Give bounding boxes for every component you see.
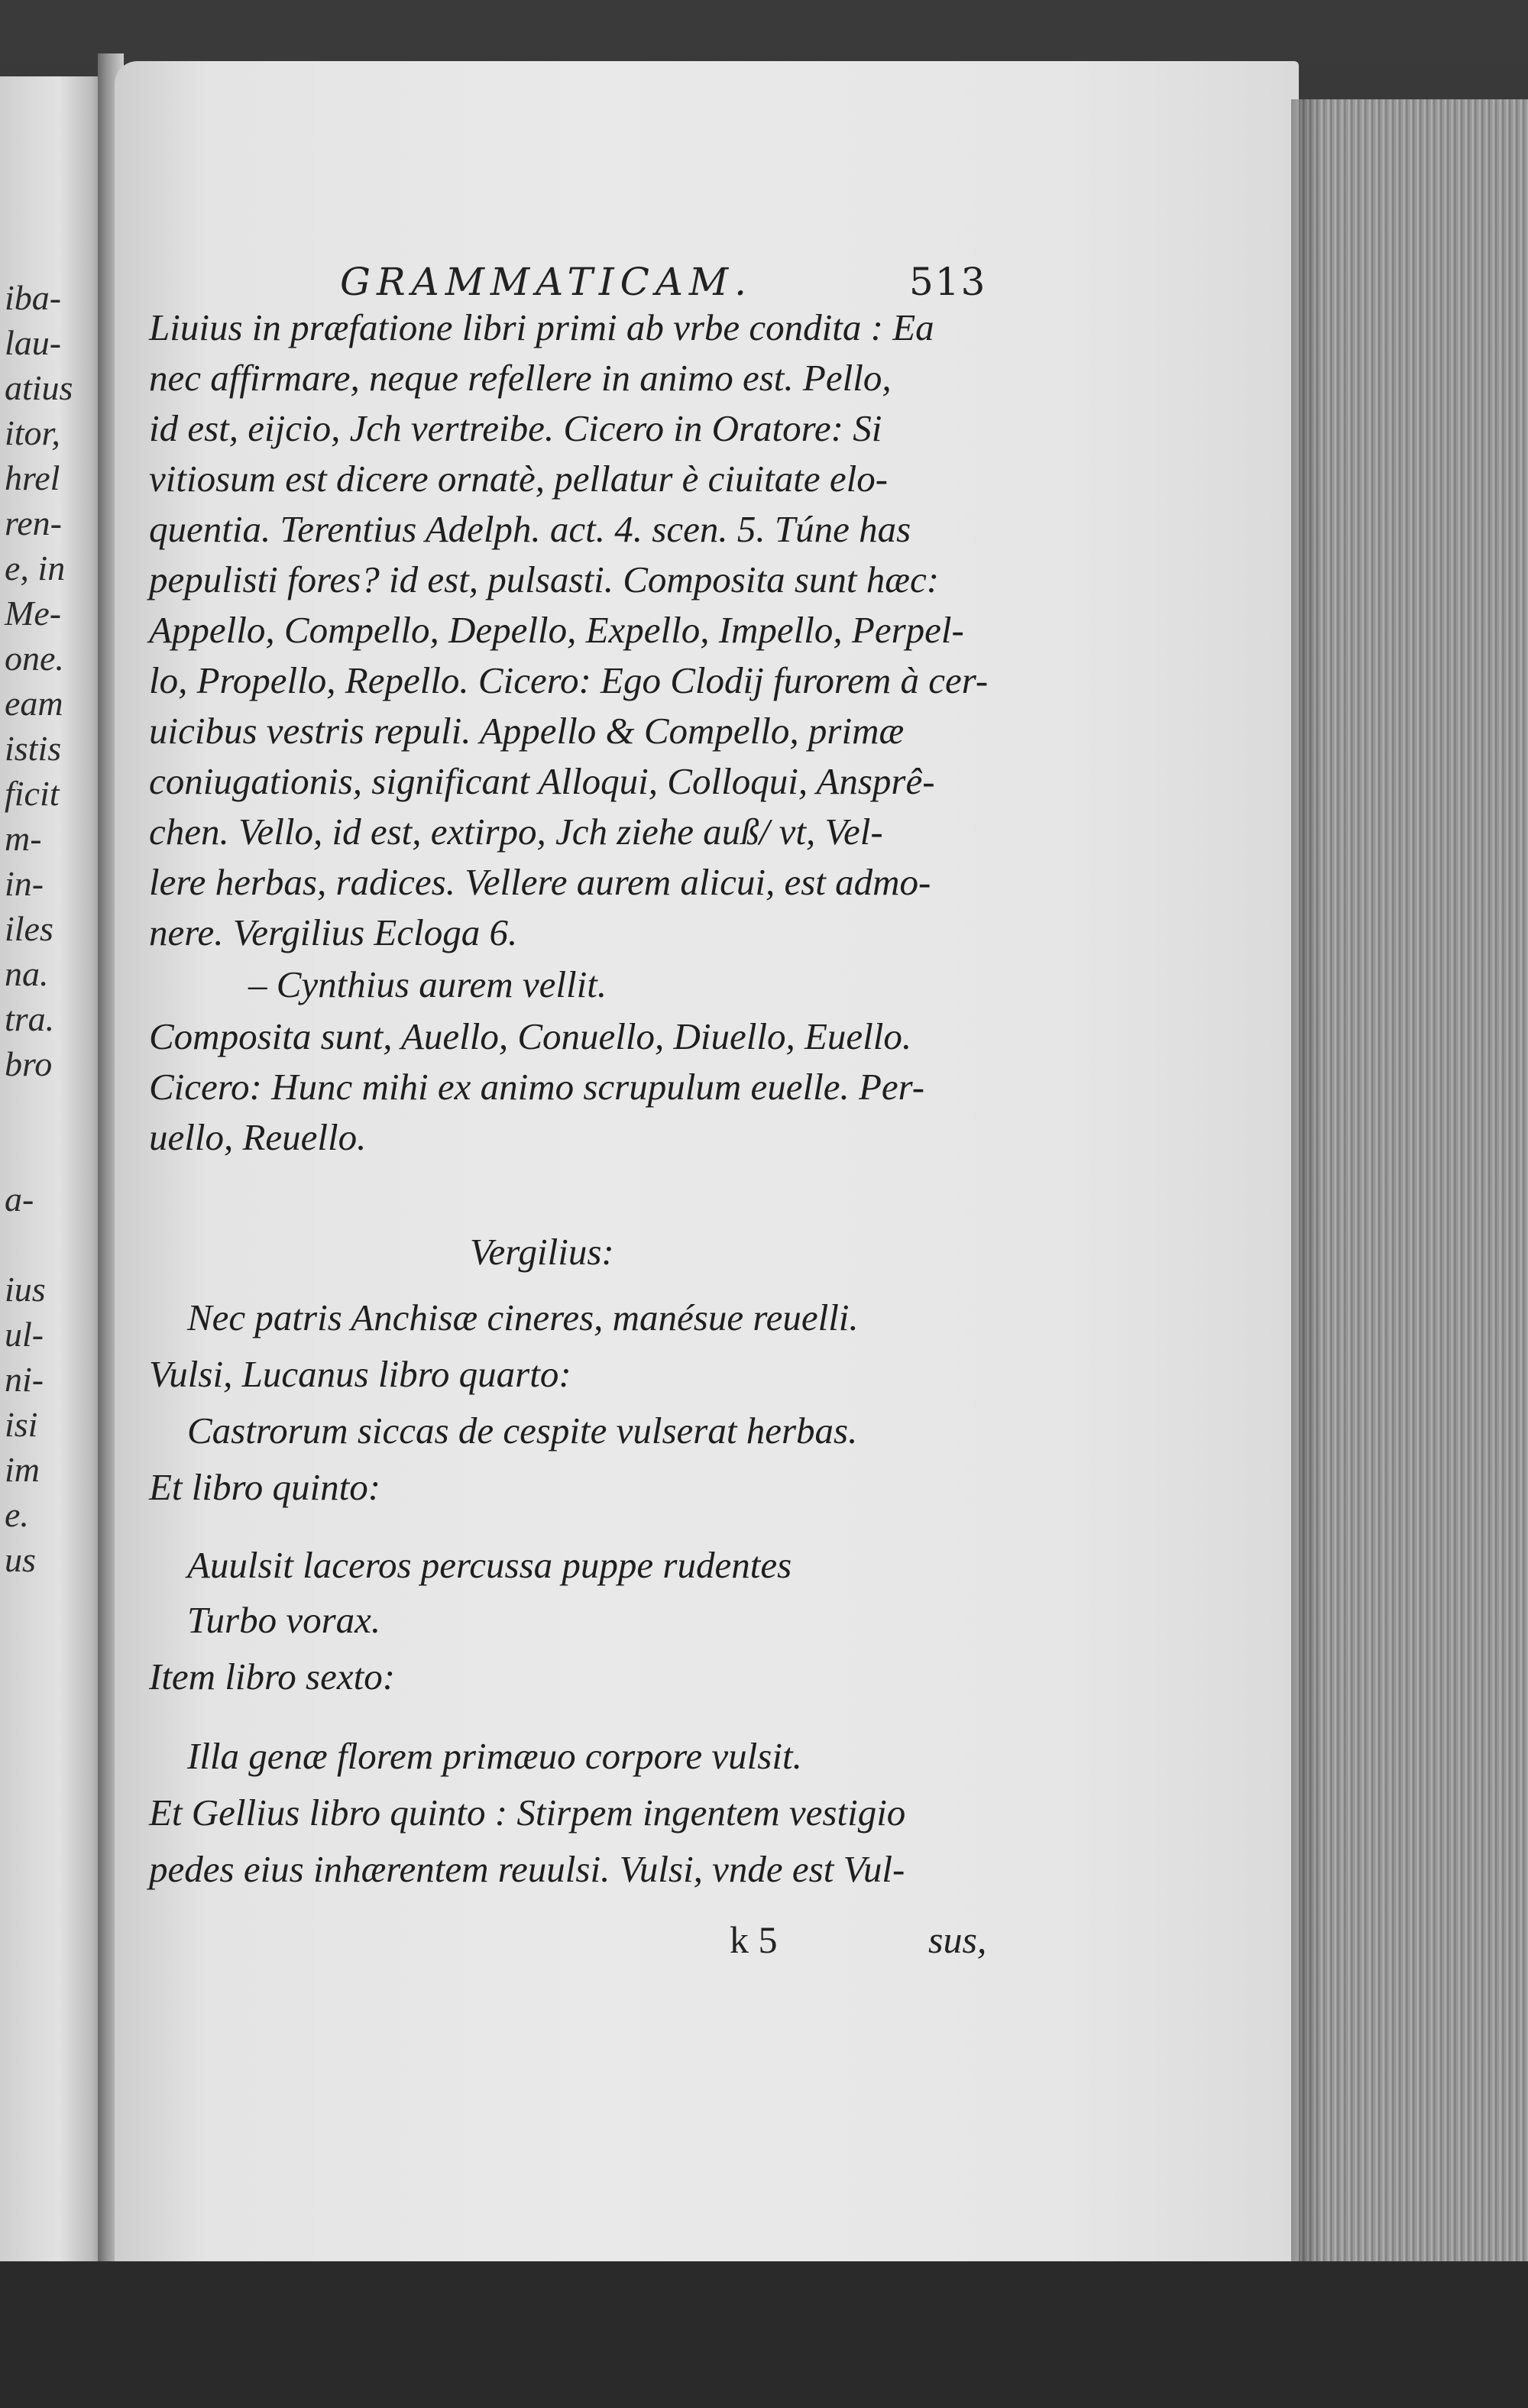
text-line: lo, Propello, Repello. Cicero: Ego Clodij furorem à cer- (149, 659, 989, 701)
text-line: nec affirmare, neque refellere in animo est. Pello, (149, 357, 892, 399)
left-fragment-line: na. (5, 954, 49, 993)
text-line: Et libro quinto: (149, 1466, 381, 1508)
text-line: chen. Vello, id est, extirpo, Jch ziehe auß/ vt, Vel- (149, 811, 883, 853)
signature-mark: k 5 (730, 1918, 778, 1961)
text-line: Liuius in præfatione libri primi ab vrbe condita : Ea (149, 306, 934, 348)
text-line: id est, eijcio, Jch vertreibe. Cicero in Oratore: Si (149, 407, 882, 449)
text-line: vitiosum est dicere ornatè, pellatur è ciuitate elo- (149, 458, 889, 500)
left-fragment-line: ius (5, 1270, 46, 1309)
page-footer (730, 1918, 1035, 1971)
left-fragment-line: eam (5, 684, 63, 723)
left-fragment-line: e. (5, 1495, 29, 1534)
section-heading: Vergilius: (470, 1231, 614, 1273)
left-fragment-line (5, 1131, 96, 1176)
left-fragment-line: hrel (5, 458, 60, 497)
quote-line: Nec patris Anchisæ cineres, manésue reuelli. (187, 1296, 859, 1338)
text-line: Item libro sexto: (149, 1656, 396, 1698)
text-line: pedes eius inhærentem reuulsi. Vulsi, vnde est Vul- (149, 1848, 905, 1890)
text-line: uello, Reuello. (149, 1116, 367, 1158)
left-fragment-line: ni- (5, 1360, 44, 1399)
text-line: coniugationis, significant Alloqui, Colloqui, Ansprê- (149, 760, 935, 802)
text-line: Appello, Compello, Depello, Expello, Impello, Perpel- (149, 609, 964, 651)
text-line: lere herbas, radices. Vellere aurem alicui, est admo- (149, 861, 931, 903)
text-line: Composita sunt, Auello, Conuello, Diuello, Euello. (149, 1015, 912, 1057)
left-fragment-line: atius (5, 368, 73, 407)
text-line: Et Gellius libro quinto : Stirpem ingentem vestigio (149, 1791, 906, 1834)
catchword: sus, (928, 1918, 987, 1961)
left-page-fragments (5, 275, 96, 1582)
text-line: nere. Vergilius Ecloga 6. (149, 911, 518, 953)
scan-bottom-margin (0, 2261, 1528, 2408)
left-fragment-line: iles (5, 909, 53, 948)
text-line: uicibus vestris repuli. Appello & Compello, primæ (149, 710, 905, 752)
text-line: Vulsi, Lucanus libro quarto: (149, 1353, 571, 1395)
left-fragment-line (5, 1086, 96, 1131)
left-fragment-line (5, 1222, 96, 1267)
left-fragment-line: im (5, 1450, 40, 1489)
left-fragment-line: istis (5, 729, 62, 768)
page-block-edges (1299, 99, 1528, 2261)
left-fragment-line: in- (5, 864, 44, 903)
left-fragment-line: tra. (5, 999, 55, 1038)
left-fragment-line: lau- (5, 323, 62, 362)
text-line: quentia. Terentius Adelph. act. 4. scen. 5. Túne has (149, 508, 911, 550)
left-fragment-line: Me- (5, 594, 62, 633)
page-number: 513 (909, 260, 987, 304)
left-fragment-line: ficit (5, 774, 60, 813)
page-edge-shadow (1291, 99, 1322, 2261)
quote-line: Auulsit laceros percussa puppe rudentes (187, 1544, 792, 1586)
left-fragment-line: isi (5, 1405, 38, 1444)
running-title: GRAMMATICAM. (340, 260, 753, 304)
left-fragment-line: m- (5, 819, 42, 858)
left-fragment-line: one. (5, 639, 64, 678)
quote-line: Illa genæ florem primæuo corpore vulsit. (187, 1735, 802, 1777)
left-fragment-line: e, in (5, 549, 66, 587)
left-fragment-line: a- (5, 1180, 34, 1219)
quote-line: Castrorum siccas de cespite vulserat herbas. (187, 1410, 858, 1452)
text-line: Cicero: Hunc mihi ex animo scrupulum euelle. Per- (149, 1066, 925, 1108)
quote-line: – Cynthius aurem vellit. (248, 963, 607, 1005)
left-facing-page (0, 76, 107, 2261)
left-fragment-line: ren- (5, 503, 62, 542)
quote-line: Turbo vorax. (187, 1599, 381, 1641)
left-fragment-line: ul- (5, 1315, 44, 1354)
left-fragment-line: itor, (5, 413, 60, 452)
left-fragment-line: iba- (5, 278, 62, 317)
text-line: pepulisti fores? id est, pulsasti. Composita sunt hæc: (149, 558, 940, 600)
left-fragment-line: us (5, 1540, 36, 1579)
left-fragment-line: bro (5, 1044, 53, 1083)
